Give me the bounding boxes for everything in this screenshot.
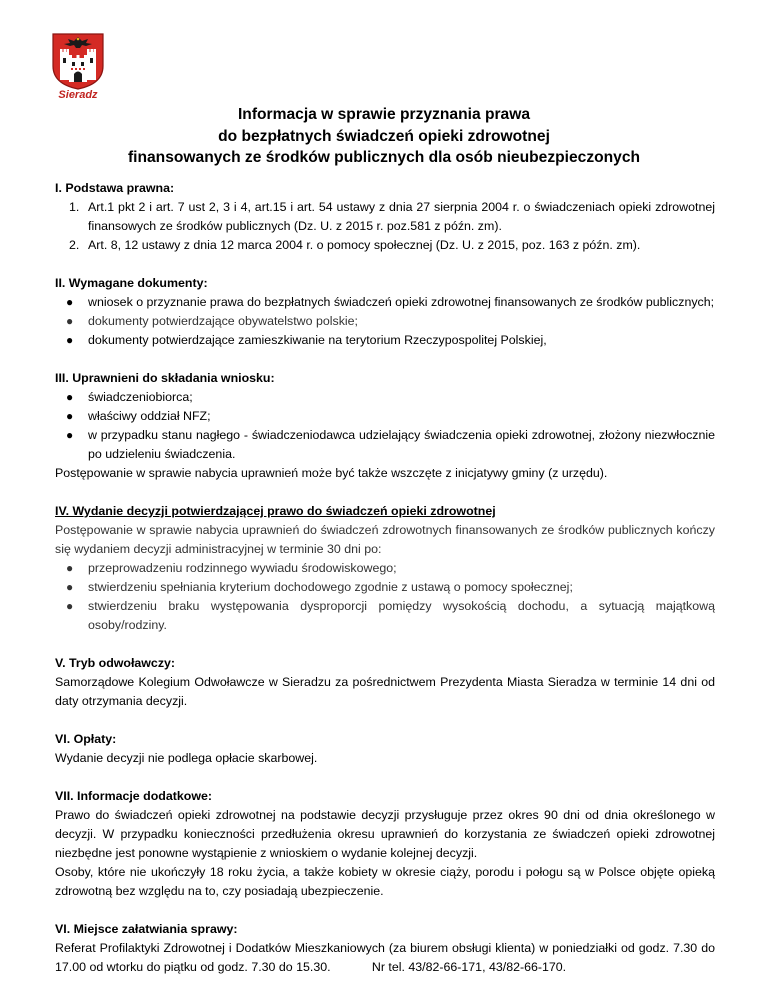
bullet-icon: ● <box>66 295 74 309</box>
bullet-list <box>55 559 715 635</box>
title-line: do bezpłatnych świadczeń opieki zdrowotnej <box>218 127 550 145</box>
section-note: Postępowanie w sprawie nabycia uprawnień może być także wszczęte z inicjatywy gminy (z urzędu). <box>55 466 608 480</box>
bullet-icon: ● <box>66 409 74 423</box>
list-item: ● stwierdzeniu braku występowania dysproporcji pomiędzy wysokością dochodu, a sytuacją majątkową osoby/rodziny. <box>66 599 715 632</box>
list-item: ● świadczeniobiorca; <box>55 388 715 407</box>
title-line: finansowanych ze środków publicznych dla osób nieubezpieczonych <box>127 149 641 166</box>
bullet-icon: ● <box>66 333 74 347</box>
bullet-icon: ● <box>66 599 74 613</box>
section-appeal <box>55 654 715 711</box>
list-item: ● stwierdzeniu spełniania kryterium dochodowego zgodnie z ustawą o pomocy społecznej; <box>55 578 715 597</box>
section-heading: III. Uprawnieni do składania wniosku: <box>55 371 275 385</box>
sieradz-coat-of-arms-icon <box>50 32 106 90</box>
section-heading: VI. Opłaty: <box>55 732 117 746</box>
section-text: Osoby, które nie ukończyły 18 roku życia, a także kobiety w okresie ciąży, porodu i połogu są w Polsce objęte opieką zdrowotną bez względu na to, czy posiadają ubezpieczenie. <box>55 865 715 898</box>
list-item: 1. Art.1 pkt 2 i art. 7 ust 2, 3 i 4, art.15 i art. 54 ustawy z dnia 27 sierpnia 2004 r. o świadczeniach opieki zdrowotnej finansowych ze środków publicznych (Dz. U. z 2015 r. poz.581 z późn. zm). <box>69 200 715 233</box>
section-text: Prawo do świadczeń opieki zdrowotnej na podstawie decyzji przysługuje przez okres 90 dni od dnia określonego w decyzji. W przypadku konieczności przedłużenia okresu uprawnień do korzystania ze świadczeń opieki zdrowotnej niezbędne jest ponowne wystąpienie z wnioskiem o wydanie kolejnej decyzji. <box>55 808 715 860</box>
section-fees <box>55 730 715 768</box>
list-item: ● przeprowadzeniu rodzinnego wywiadu środowiskowego; <box>55 559 715 578</box>
section-decision <box>55 502 715 635</box>
phone-numbers: Nr tel. 43/82-66-171, 43/82-66-170. <box>371 960 567 974</box>
bullet-list <box>55 293 715 350</box>
bullet-icon: ● <box>66 428 74 442</box>
section-heading: VI. Miejsce załatwiania sprawy: <box>55 922 238 936</box>
list-item: ● w przypadku stanu nagłego - świadczeniodawca udzielający świadczenia opieki zdrowotnej, złożony niezwłocznie po udzieleniu świadczenia. <box>66 428 715 461</box>
section-heading: II. Wymagane dokumenty: <box>55 276 208 290</box>
page-title <box>60 104 708 169</box>
bullet-icon: ● <box>66 390 74 404</box>
crest-label: Sieradz <box>58 89 98 101</box>
bullet-icon: ● <box>66 314 74 328</box>
section-text: Wydanie decyzji nie podlega opłacie skarbowej. <box>55 751 318 765</box>
title-line: Informacja w sprawie przyznania prawa <box>237 106 531 123</box>
section-heading: I. Podstawa prawna: <box>55 181 175 195</box>
list-item: ● wniosek o przyznanie prawa do bezpłatnych świadczeń opieki zdrowotnej finansowanych ze środków publicznych; <box>55 293 715 312</box>
section-additional-info <box>55 787 715 901</box>
section-text: Referat Profilaktyki Zdrowotnej i Dodatków Mieszkaniowych (za biurem obsługi klienta) w poniedziałki od godz. 7.30 do 17.00 od wtorku do piątku od godz. 7.30 do 15.30. Nr tel. 43/82-66-171, 43/82-66-170. <box>55 941 715 974</box>
section-heading: VII. Informacje dodatkowe: <box>55 789 212 803</box>
list-item: ● dokumenty potwierdzające zamieszkiwanie na terytorium Rzeczypospolitej Polskiej, <box>55 331 715 350</box>
list-item: ● właściwy oddział NFZ; <box>55 407 715 426</box>
section-required-documents <box>55 274 715 350</box>
section-legal-basis <box>55 179 715 255</box>
section-eligible-applicants <box>55 369 715 483</box>
bullet-list <box>55 388 715 464</box>
numbered-list <box>55 198 715 255</box>
list-item: 2. Art. 8, 12 ustawy z dnia 12 marca 2004 r. o pomocy społecznej (Dz. U. z 2015, poz. 163 z późn. zm). <box>69 238 641 252</box>
section-location <box>55 920 715 977</box>
document-body <box>55 179 715 996</box>
list-item: ● dokumenty potwierdzające obywatelstwo polskie; <box>55 312 715 331</box>
section-heading: V. Tryb odwoławczy: <box>55 656 176 670</box>
bullet-icon: ● <box>66 580 74 594</box>
section-text: Samorządowe Kolegium Odwoławcze w Sieradzu za pośrednictwem Prezydenta Miasta Sieradza w terminie 14 dni od daty otrzymania decyzji. <box>55 675 715 708</box>
section-heading: IV. Wydanie decyzji potwierdzającej prawo do świadczeń opieki zdrowotnej <box>55 504 496 518</box>
section-intro: Postępowanie w sprawie nabycia uprawnień do świadczeń zdrowotnych finansowanych ze środków publicznych kończy się wydaniem decyzji administracyjnej w terminie 30 dni po: <box>55 523 715 556</box>
bullet-icon: ● <box>66 561 74 575</box>
